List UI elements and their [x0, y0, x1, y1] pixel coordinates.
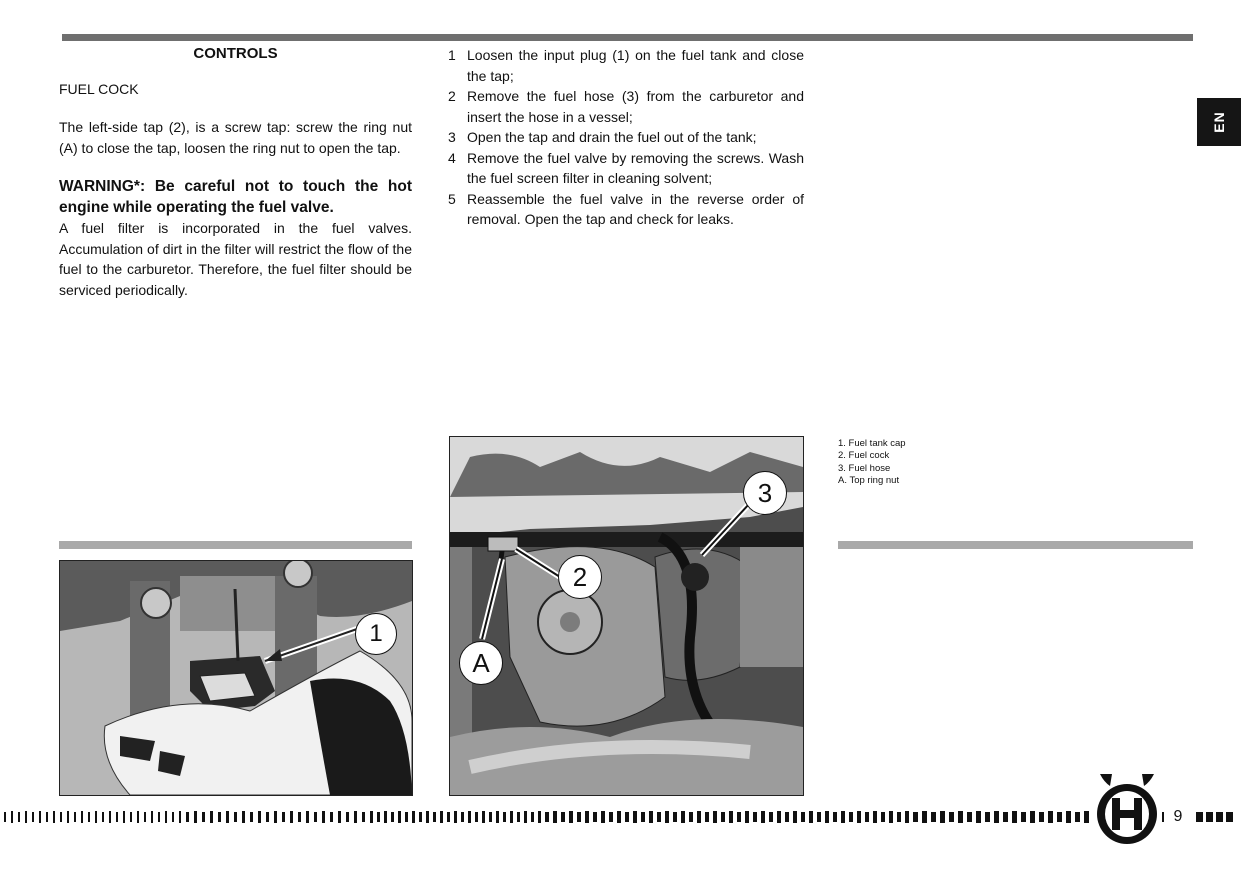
left-column	[59, 44, 412, 300]
step-text: Loosen the input plug (1) on the fuel tank and close the tap;	[467, 47, 804, 84]
step-item	[448, 127, 804, 148]
filter-paragraph: A fuel filter is incorporated in the fuel valves. Accumulation of dirt in the filter will restrict the flow of the fuel to the carburetor. Therefore, the fuel filter should be serviced periodically.	[59, 220, 412, 298]
left-grey-divider	[59, 541, 412, 549]
page-number: 9	[1166, 806, 1190, 828]
step-number: 5	[448, 190, 456, 207]
section-title: CONTROLS	[193, 45, 278, 62]
step-item	[448, 45, 804, 86]
callout-3: 3	[743, 471, 787, 515]
callout-a: A	[459, 641, 503, 685]
legend-item: 1. Fuel tank cap	[838, 438, 906, 449]
fuel-tank-illustration	[60, 561, 412, 795]
step-item	[448, 86, 804, 127]
steps-column	[448, 45, 804, 230]
step-text: Remove the fuel hose (3) from the carburetor and insert the hose in a vessel;	[467, 88, 804, 125]
warning-text: WARNING*: Be careful not to touch the hot engine while operating the fuel valve.	[59, 178, 412, 216]
step-number: 1	[448, 47, 456, 63]
step-number: 4	[448, 149, 456, 166]
callout-2: 2	[558, 555, 602, 599]
step-item	[448, 148, 804, 189]
brand-logo	[1094, 772, 1160, 846]
fuel-tank-photo	[59, 560, 413, 796]
step-text: Reassemble the fuel valve in the reverse order of removal. Open the tap and check for leaks.	[467, 190, 804, 227]
language-tab[interactable]	[1197, 98, 1241, 146]
footer-tick-strip	[0, 806, 1241, 828]
step-item	[448, 189, 804, 230]
legend-item: 3. Fuel hose	[838, 462, 891, 474]
legend-item: A. Top ring nut	[838, 474, 900, 486]
figure-legend	[838, 438, 906, 487]
legend-item: 2. Fuel cock	[838, 450, 890, 462]
section-subtitle: FUEL COCK	[59, 80, 139, 97]
language-tab-label: EN	[1211, 111, 1227, 133]
top-rule	[62, 34, 1193, 41]
step-number: 2	[448, 88, 456, 104]
right-grey-divider	[838, 541, 1193, 549]
step-text: Remove the fuel valve by removing the screws. Wash the fuel screen filter in cleaning solvent;	[467, 149, 804, 186]
steps-list	[448, 45, 804, 230]
engine-photo	[449, 436, 804, 796]
step-text: Open the tap and drain the fuel out of the tank;	[467, 129, 757, 145]
step-number: 3	[448, 129, 456, 145]
intro-paragraph: The left-side tap (2), is a screw tap: screw the ring nut (A) to close the tap, loosen the ring nut to open the tap.	[59, 119, 412, 156]
callout-1: 1	[355, 613, 397, 655]
